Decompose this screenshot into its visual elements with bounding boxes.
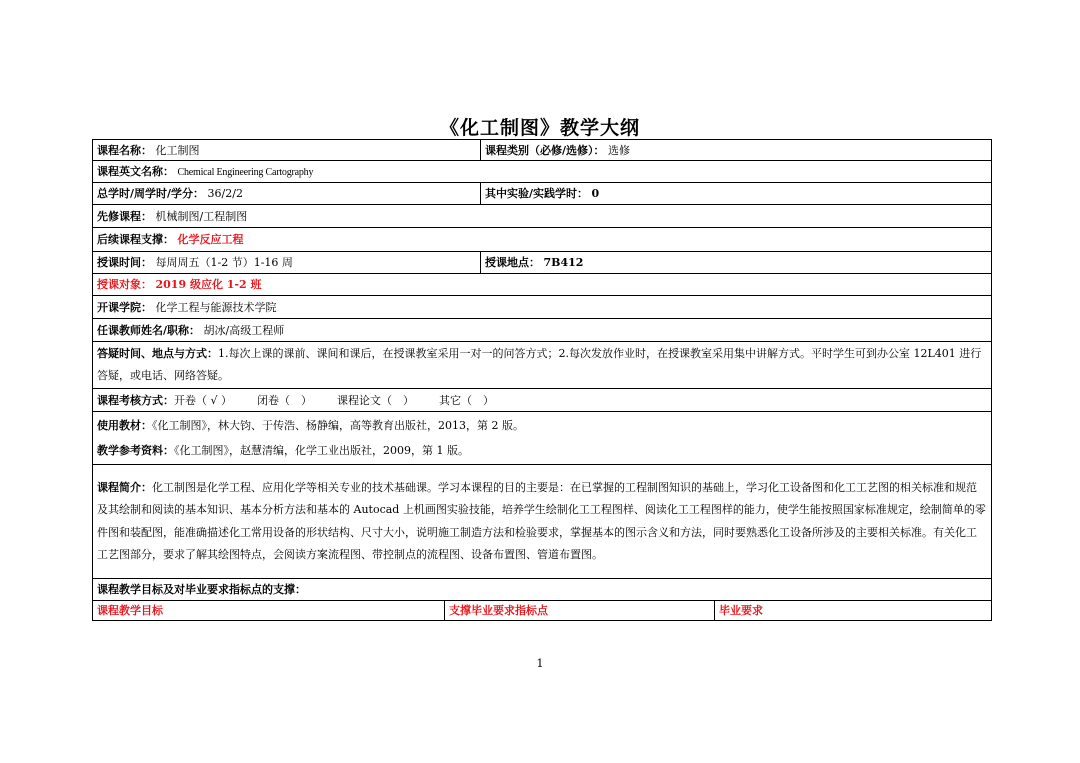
qa-value: 1.每次上课的课前、课间和课后，在授课教室采用一对一的问答方式；2.每次发放作业时，在授课教室采用集中讲解方式。平时学生可到办公室 12L401 进行答疑，或电话、网络答疑。: [97, 347, 982, 382]
english-name-label: 课程英文名称：: [97, 164, 174, 178]
course-type-value: 选修: [608, 143, 631, 157]
header-graduation-requirement: [715, 601, 992, 621]
prerequisite-value: 机械制图/工程制图: [155, 209, 248, 223]
cell-followup: [93, 228, 992, 252]
schedule-value: 每周周五（1-2 节）1-16 周: [155, 256, 293, 269]
english-name-value: Chemical Engineering Cartography: [177, 166, 314, 178]
hours-value: 36/2/2: [207, 187, 243, 200]
schedule-label: 授课时间：: [97, 256, 152, 269]
cell-course-name: [93, 140, 481, 161]
cell-audience: [93, 274, 992, 296]
row-assessment: [93, 389, 992, 412]
page-number: 1: [536, 657, 544, 670]
document-title: 《化工制图》教学大纲: [439, 117, 640, 139]
assessment-option-other: 其它（ ）: [439, 393, 495, 407]
row-followup: [93, 228, 992, 252]
textbook-label: 使用教材：: [97, 419, 152, 432]
lab-hours-label: 其中实验/实践学时：: [485, 187, 589, 200]
college-label: 开课学院：: [97, 300, 152, 314]
row-textbook: [93, 412, 992, 465]
textbook-line: [97, 413, 987, 438]
qa-label: 答疑时间、地点与方式：: [97, 347, 218, 360]
header-course-objective-label: 课程教学目标: [97, 604, 163, 617]
cell-course-type: [481, 140, 992, 161]
hours-label: 总学时/周学时/学分：: [97, 187, 205, 200]
cell-college: [93, 296, 992, 319]
row-objectives-header: [93, 601, 992, 621]
teacher-value: 胡冰/高级工程师: [203, 323, 285, 337]
cell-teacher: [93, 319, 992, 342]
cell-lab-hours: [481, 183, 992, 205]
cell-schedule: [93, 252, 481, 274]
row-college: [93, 296, 992, 319]
syllabus-table: [92, 139, 992, 621]
cell-prerequisite: [93, 205, 992, 228]
audience-value: 2019 级应化 1-2 班: [155, 278, 262, 291]
course-name-label: 课程名称：: [97, 143, 152, 157]
cell-hours: [93, 183, 481, 205]
audience-label: 授课对象：: [97, 278, 152, 291]
row-schedule: [93, 252, 992, 274]
reference-label: 教学参考资料：: [97, 444, 174, 457]
header-course-objective: [93, 601, 445, 621]
cell-qa: [93, 342, 992, 389]
row-qa: [93, 342, 992, 389]
course-name-value: 化工制图: [155, 143, 200, 157]
row-intro: [93, 465, 992, 579]
teacher-label: 任课教师姓名/职称：: [97, 323, 201, 337]
cell-english-name: [93, 161, 992, 183]
row-audience: [93, 274, 992, 296]
header-indicator-point-label: 支撑毕业要求指标点: [449, 604, 548, 617]
cell-assessment: [93, 389, 992, 412]
intro-label: 课程简介：: [97, 480, 152, 494]
header-graduation-requirement-label: 毕业要求: [719, 604, 763, 617]
course-type-label: 课程类别（必修/选修）：: [485, 143, 605, 157]
row-course-name: [93, 140, 992, 161]
row-english-name: [93, 161, 992, 183]
location-value: 7B412: [543, 256, 584, 269]
location-label: 授课地点：: [485, 256, 540, 269]
cell-location: [481, 252, 992, 274]
cell-objectives-heading: [93, 579, 992, 601]
reference-value: 《化工制图》，赵慧清编，化学工业出版社，2009，第 1 版。: [174, 444, 469, 457]
row-teacher: [93, 319, 992, 342]
textbook-value: 《化工制图》，林大钧、于传浩、杨静编，高等教育出版社，2013，第 2 版。: [152, 419, 524, 432]
assessment-option-paper: 课程论文（ ）: [337, 393, 415, 407]
cell-intro: [93, 465, 992, 579]
row-hours: [93, 183, 992, 205]
reference-line: [97, 438, 987, 463]
prerequisite-label: 先修课程：: [97, 209, 152, 223]
followup-value: 化学反应工程: [177, 233, 244, 246]
lab-hours-value: 0: [591, 187, 600, 200]
row-objectives-heading: [93, 579, 992, 601]
objectives-heading-label: 课程教学目标及对毕业要求指标点的支撑：: [97, 583, 306, 596]
assessment-label: 课程考核方式：: [97, 393, 174, 407]
header-indicator-point: [445, 601, 715, 621]
row-prerequisite: [93, 205, 992, 228]
assessment-option-closed-book: 闭卷（ ）: [257, 393, 313, 407]
college-value: 化学工程与能源技术学院: [155, 300, 277, 314]
intro-value: 化工制图是化学工程、应用化学等相关专业的技术基础课。学习本课程的目的主要是：在已掌握的工程制图知识的基础上，学习化工设备图和化工工艺图的相关标准和规范及其绘制和阅读的基本知识、基本分析方法和基本的 Autocad 上机画图实验技能，培养学生绘制化工工程图样、阅读化工工程图样的能力，使学生能按照国家标准规定，绘制简单的零件图和装配图，能准确描述化工常用设备的形状结构、尺寸大小，说明施工制造方法和检验要求，掌握基本的图示含义和方法，同时要熟悉化工设备所涉及的主要相关标准。有关化工工艺图部分，要求了解其绘图特点，会阅读方案流程图、带控制点的流程图、设备布置图、管道布置图。: [97, 480, 986, 561]
cell-textbook: [93, 412, 992, 465]
assessment-option-open-book: 开卷（ √ ）: [174, 393, 233, 407]
followup-label: 后续课程支撑：: [97, 233, 174, 246]
